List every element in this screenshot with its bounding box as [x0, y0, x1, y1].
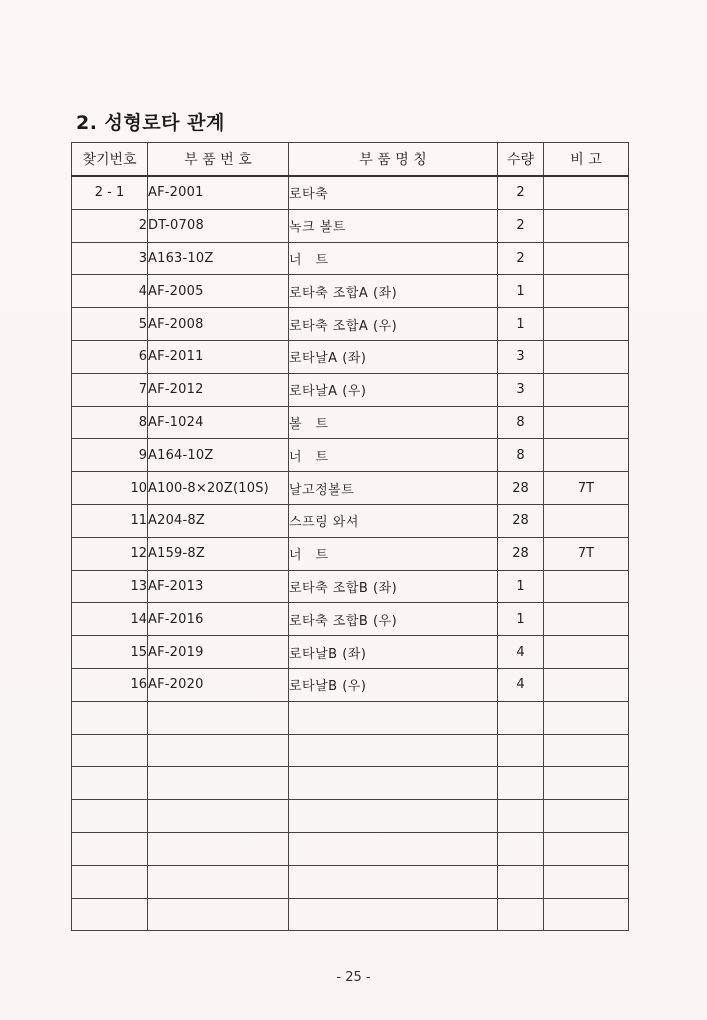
parts-table-header: [72, 143, 629, 177]
part-number-cell: AF-2012: [148, 373, 289, 406]
note-cell: [544, 340, 629, 373]
quantity-cell: 28: [498, 472, 544, 505]
quantity-cell: [498, 734, 544, 767]
quantity-cell: 1: [498, 275, 544, 308]
find-number-cell: 9: [72, 439, 148, 472]
table-row: [72, 767, 629, 800]
note-cell: [544, 734, 629, 767]
page-number: - 25 -: [336, 970, 371, 985]
quantity-cell: 3: [498, 373, 544, 406]
table-row: [72, 537, 629, 570]
part-name-cell: 너 트: [289, 439, 498, 472]
find-number-cell: [72, 701, 148, 734]
part-number-cell: A164-10Z: [148, 439, 289, 472]
part-number-cell: AF-1024: [148, 406, 289, 439]
part-name-cell: 로타날B (우): [289, 668, 498, 701]
table-row: [72, 668, 629, 701]
header-name: 부 품 명 칭: [289, 143, 498, 177]
table-row: [72, 472, 629, 505]
part-number-cell: AF-2019: [148, 636, 289, 669]
part-number-cell: [148, 832, 289, 865]
part-number-cell: [148, 800, 289, 833]
part-name-cell: [289, 865, 498, 898]
note-cell: [544, 439, 629, 472]
part-name-cell: [289, 734, 498, 767]
note-cell: [544, 209, 629, 242]
part-name-cell: 로타축 조합B (우): [289, 603, 498, 636]
note-cell: [544, 504, 629, 537]
part-name-cell: 날고정볼트: [289, 472, 498, 505]
part-number-cell: AF-2011: [148, 340, 289, 373]
note-cell: [544, 701, 629, 734]
note-cell: [544, 176, 629, 209]
part-number-cell: A159-8Z: [148, 537, 289, 570]
quantity-cell: [498, 832, 544, 865]
find-number-cell: [72, 734, 148, 767]
table-row: [72, 832, 629, 865]
note-cell: [544, 832, 629, 865]
table-row: [72, 800, 629, 833]
part-number-cell: [148, 701, 289, 734]
quantity-cell: 1: [498, 570, 544, 603]
part-number-cell: A204-8Z: [148, 504, 289, 537]
find-number-cell: [72, 767, 148, 800]
part-number-cell: [148, 865, 289, 898]
header-row: [72, 143, 629, 177]
note-cell: [544, 603, 629, 636]
table-row: [72, 898, 629, 931]
header-note: 비 고: [544, 143, 629, 177]
note-cell: [544, 373, 629, 406]
note-cell: [544, 636, 629, 669]
part-name-cell: 너 트: [289, 242, 498, 275]
find-number-cell: [72, 800, 148, 833]
find-number-cell: [72, 832, 148, 865]
part-name-cell: 로타날A (우): [289, 373, 498, 406]
part-number-cell: AF-2013: [148, 570, 289, 603]
quantity-cell: 1: [498, 603, 544, 636]
find-number-cell: 5: [72, 308, 148, 341]
table-row: [72, 504, 629, 537]
table-row: [72, 439, 629, 472]
note-cell: 7T: [544, 537, 629, 570]
quantity-cell: 28: [498, 537, 544, 570]
part-name-cell: [289, 832, 498, 865]
find-number-cell: 4: [72, 275, 148, 308]
quantity-cell: 8: [498, 439, 544, 472]
quantity-cell: 4: [498, 668, 544, 701]
part-name-cell: 볼 트: [289, 406, 498, 439]
part-number-cell: A163-10Z: [148, 242, 289, 275]
find-number-cell: 12: [72, 537, 148, 570]
parts-table: [71, 142, 629, 931]
part-name-cell: [289, 701, 498, 734]
part-name-cell: 로타축 조합A (우): [289, 308, 498, 341]
part-number-cell: DT-0708: [148, 209, 289, 242]
note-cell: [544, 898, 629, 931]
find-number-cell: 2 - 1: [72, 176, 148, 209]
table-row: [72, 275, 629, 308]
table-row: [72, 865, 629, 898]
table-row: [72, 603, 629, 636]
part-number-cell: AF-2008: [148, 308, 289, 341]
table-row: [72, 242, 629, 275]
note-cell: [544, 242, 629, 275]
part-number-cell: AF-2001: [148, 176, 289, 209]
find-number-cell: [72, 865, 148, 898]
note-cell: [544, 275, 629, 308]
quantity-cell: 8: [498, 406, 544, 439]
find-number-cell: 8: [72, 406, 148, 439]
part-name-cell: 녹크 볼트: [289, 209, 498, 242]
table-row: [72, 734, 629, 767]
quantity-cell: [498, 767, 544, 800]
find-number-cell: [72, 898, 148, 931]
find-number-cell: 6: [72, 340, 148, 373]
part-name-cell: [289, 898, 498, 931]
table-row: [72, 308, 629, 341]
find-number-cell: 7: [72, 373, 148, 406]
table-row: [72, 636, 629, 669]
part-name-cell: 로타축 조합A (좌): [289, 275, 498, 308]
table-row: [72, 176, 629, 209]
header-part-no: 부 품 번 호: [148, 143, 289, 177]
note-cell: [544, 570, 629, 603]
part-name-cell: [289, 767, 498, 800]
part-name-cell: 로타날A (좌): [289, 340, 498, 373]
quantity-cell: 28: [498, 504, 544, 537]
quantity-cell: [498, 800, 544, 833]
table-row: [72, 209, 629, 242]
note-cell: [544, 406, 629, 439]
part-name-cell: 너 트: [289, 537, 498, 570]
note-cell: 7T: [544, 472, 629, 505]
find-number-cell: 3: [72, 242, 148, 275]
table-row: [72, 701, 629, 734]
part-name-cell: [289, 800, 498, 833]
note-cell: [544, 308, 629, 341]
part-number-cell: [148, 898, 289, 931]
parts-table-body: [72, 176, 629, 931]
table-row: [72, 373, 629, 406]
quantity-cell: 2: [498, 209, 544, 242]
find-number-cell: 16: [72, 668, 148, 701]
find-number-cell: 15: [72, 636, 148, 669]
header-qty: 수량: [498, 143, 544, 177]
quantity-cell: [498, 701, 544, 734]
part-name-cell: 스프링 와셔: [289, 504, 498, 537]
quantity-cell: 2: [498, 176, 544, 209]
find-number-cell: 11: [72, 504, 148, 537]
part-name-cell: 로타날B (좌): [289, 636, 498, 669]
note-cell: [544, 865, 629, 898]
table-row: [72, 406, 629, 439]
part-number-cell: [148, 767, 289, 800]
quantity-cell: 4: [498, 636, 544, 669]
table-row: [72, 340, 629, 373]
part-number-cell: AF-2020: [148, 668, 289, 701]
part-name-cell: 로타축: [289, 176, 498, 209]
find-number-cell: 13: [72, 570, 148, 603]
part-number-cell: AF-2016: [148, 603, 289, 636]
note-cell: [544, 800, 629, 833]
part-name-cell: 로타축 조합B (좌): [289, 570, 498, 603]
find-number-cell: 10: [72, 472, 148, 505]
quantity-cell: 3: [498, 340, 544, 373]
find-number-cell: 2: [72, 209, 148, 242]
section-title: 2. 성형로타 관계: [76, 112, 225, 134]
table-row: [72, 570, 629, 603]
quantity-cell: 1: [498, 308, 544, 341]
header-no: 찾기번호: [72, 143, 148, 177]
quantity-cell: 2: [498, 242, 544, 275]
part-number-cell: [148, 734, 289, 767]
note-cell: [544, 767, 629, 800]
part-number-cell: A100-8×20Z(10S): [148, 472, 289, 505]
quantity-cell: [498, 865, 544, 898]
note-cell: [544, 668, 629, 701]
part-number-cell: AF-2005: [148, 275, 289, 308]
quantity-cell: [498, 898, 544, 931]
find-number-cell: 14: [72, 603, 148, 636]
